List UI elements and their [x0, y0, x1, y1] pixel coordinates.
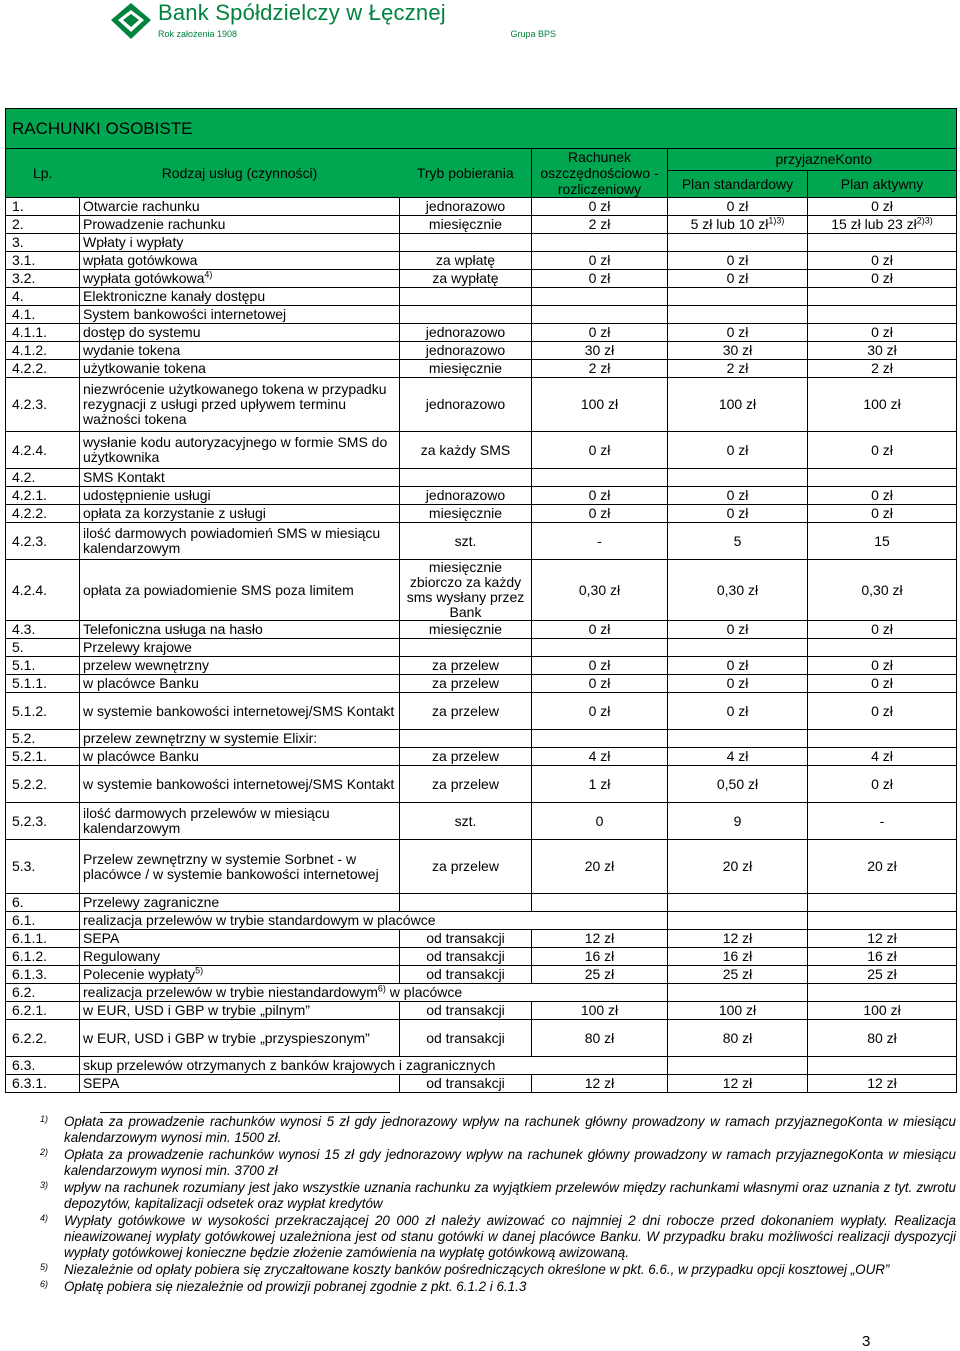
- page-number: 3: [862, 1333, 871, 1350]
- footnote: 3) wpływ na rachunek rozumiany jest jako wszystkie uznania rachunku za wyjątkiem przelewów między rachunkami własnymi oraz uznania z tyt. zwrotu depozytów, kapitalizacji odsetek oraz wypłat kredytów: [40, 1180, 956, 1211]
- table-row: 4.2.3. niezwrócenie użytkowanego tokena w przypadku rezygnacji z usługi przed upływem terminu ważności tokena jednorazowo 100 zł 100 zł 100 zł: [6, 378, 957, 432]
- table-row: 4.1.1. dostęp do systemu jednorazowo 0 zł 0 zł 0 zł: [6, 324, 957, 342]
- table-row: 6.1.3. Polecenie wypłaty$^{5)}$ od transakcji 25 zł 25 zł 25 zł: [6, 966, 957, 984]
- bank-subtitle: [158, 29, 556, 39]
- footnote: 1) Opłata za prowadzenie rachunków wynosi 5 zł gdy jednorazowy wpływ na rachunek główny prowadzony w ramach przyjaznegoKonta w miesiącu kalendarzowym wynosi min. 1500 zł.: [40, 1114, 956, 1145]
- table-row: 4.2.2. użytkowanie tokena miesięcznie 2 zł 2 zł 2 zł: [6, 360, 957, 378]
- table-row: 5. Przelewy krajowe: [6, 639, 957, 657]
- col-konto: przyjazneKonto: [668, 149, 957, 171]
- table-row: 6.1. realizacja przelewów w trybie standardowym w placówce: [6, 912, 957, 930]
- table-row: 4. Elektroniczne kanały dostępu: [6, 288, 957, 306]
- table-row: 6.3.1. SEPA od transakcji 12 zł 12 zł 12 zł: [6, 1075, 957, 1093]
- table-header: [6, 149, 957, 171]
- footnote: 6) Opłatę pobiera się niezależnie od prowizji pobranej zgodnie z pkt. 6.1.2 i 6.1.3: [40, 1279, 527, 1294]
- table-row: 4.2.3. ilość darmowych powiadomień SMS w miesiącu kalendarzowym szt. - 5 15: [6, 523, 957, 560]
- bank-group: Grupa BPS: [510, 29, 556, 39]
- table-row: 4.2.2. opłata za korzystanie z usługi miesięcznie 0 zł 0 zł 0 zł: [6, 505, 957, 523]
- bank-founded: Rok założenia 1908: [158, 29, 238, 39]
- footnote: 2) Opłata za prowadzenie rachunków wynosi 15 zł gdy jednorazowy wpływ na rachunek główny prowadzony w ramach przyjaznegoKonta w miesiącu kalendarzowym wynosi min. 3700 zł: [40, 1147, 956, 1178]
- table-row: 4.2. SMS Kontakt: [6, 469, 957, 487]
- section-title: RACHUNKI OSOBISTE: [6, 109, 957, 149]
- bank-name: Bank Spółdzielczy w Łęcznej: [158, 0, 446, 25]
- table-row: 6. Przelewy zagraniczne: [6, 894, 957, 912]
- table-row: 6.1.1. SEPA od transakcji 12 zł 12 zł 12 zł: [6, 930, 957, 948]
- table-row: 4.2.1. udostępnienie usługi jednorazowo 0 zł 0 zł 0 zł: [6, 487, 957, 505]
- table-row: 6.2.1. w EUR, USD i GBP w trybie „pilnym” od transakcji 100 zł 100 zł 100 zł: [6, 1002, 957, 1020]
- footnotes: [40, 1112, 956, 1296]
- table-row: 4.1. System bankowości internetowej: [6, 306, 957, 324]
- table-row: 3.2. wypłata gotówkowa$^{4)}$ za wypłatę 0 zł 0 zł 0 zł: [6, 270, 957, 288]
- footnote: 4) Wypłaty gotówkowe w wysokości przekraczającej 20 000 zł należy awizować co najmniej 2 dni robocze przed dokonaniem wypłaty. Realizacja nieawizowanej wypłaty gotówkowej uzależniona jest od stanu gotówki w danej placówce Banku. W przypadku braku możliwości realizacji dyspozycji wypłaty gotówkowej konieczne będzie złożenie zamówienia na wypłatę gotówkową awizowaną.: [40, 1213, 956, 1260]
- table-row: 5.2.1. w placówce Banku za przelew 4 zł 4 zł 4 zł: [6, 748, 957, 766]
- table-row: 6.2.2. w EUR, USD i GBP w trybie „przyspieszonym” od transakcji 80 zł 80 zł 80 zł: [6, 1020, 957, 1057]
- table-row: 3. Wpłaty i wypłaty: [6, 234, 957, 252]
- table-row: 4.1.2. wydanie tokena jednorazowo 30 zł 30 zł 30 zł: [6, 342, 957, 360]
- fees-table: [5, 108, 957, 1093]
- col-active: Plan aktywny: [808, 171, 957, 198]
- table-row: 5.2.2. w systemie bankowości internetowej/SMS Kontakt za przelew 1 zł 0,50 zł 0 zł: [6, 766, 957, 803]
- table-row: 6.2. realizacja przelewów w trybie niestandardowym$^{6)}$ w placówce: [6, 984, 957, 1002]
- table-row: 6.3. skup przelewów otrzymanych z banków krajowych i zagranicznych: [6, 1057, 957, 1075]
- col-lp: Lp.: [6, 149, 80, 198]
- table-row: 4.3. Telefoniczna usługa na hasło miesięcznie 0 zł 0 zł 0 zł: [6, 621, 957, 639]
- table-row: 5.1. przelew wewnętrzny za przelew 0 zł 0 zł 0 zł: [6, 657, 957, 675]
- table-row: 5.2.3. ilość darmowych przelewów w miesiącu kalendarzowym szt. 0 9 -: [6, 803, 957, 840]
- bank-logo-icon: [110, 2, 152, 40]
- footnote-separator: [100, 1112, 390, 1113]
- col-mode: Tryb pobierania: [400, 149, 532, 198]
- table-row: 6.1.2. Regulowany od transakcji 16 zł 16 zł 16 zł: [6, 948, 957, 966]
- table-row: 4.2.4. opłata za powiadomienie SMS poza limitem miesięcznie zbiorczo za każdy sms wysłany przez Bank 0,30 zł 0,30 zł 0,30 zł: [6, 560, 957, 621]
- table-row: 4.2.4. wysłanie kodu autoryzacyjnego w formie SMS do użytkownika za każdy SMS 0 zł 0 zł 0 zł: [6, 432, 957, 469]
- table-row: 5.1.2. w systemie bankowości internetowej/SMS Kontakt za przelew 0 zł 0 zł 0 zł: [6, 693, 957, 730]
- table-row: 5.2. przelew zewnętrzny w systemie Elixir:: [6, 730, 957, 748]
- table-row: 1. Otwarcie rachunku jednorazowo 0 zł 0 zł 0 zł: [6, 198, 957, 216]
- col-savings: Rachunek oszczędnościowo - rozliczeniowy: [532, 149, 668, 198]
- table-row: 5.1.1. w placówce Banku za przelew 0 zł 0 zł 0 zł: [6, 675, 957, 693]
- table-row: 2. Prowadzenie rachunku miesięcznie 2 zł 5 zł lub 10 $zł^{1)3)}$ 15 zł lub 23 $zł^{2)3)}$: [6, 216, 957, 234]
- col-service: Rodzaj usług (czynności): [80, 149, 400, 198]
- table-row: 3.1. wpłata gotówkowa za wpłatę 0 zł 0 zł 0 zł: [6, 252, 957, 270]
- col-standard: Plan standardowy: [668, 171, 808, 198]
- footnote: 5) Niezależnie od opłaty pobiera się zryczałtowane koszty banków pośredniczących określone w pkt. 6.6., w przypadku opcji kosztowej „OUR”: [40, 1262, 890, 1277]
- table-row: 5.3. Przelew zewnętrzny w systemie Sorbnet - w placówce / w systemie bankowości internetowej za przelew 20 zł 20 zł 20 zł: [6, 840, 957, 894]
